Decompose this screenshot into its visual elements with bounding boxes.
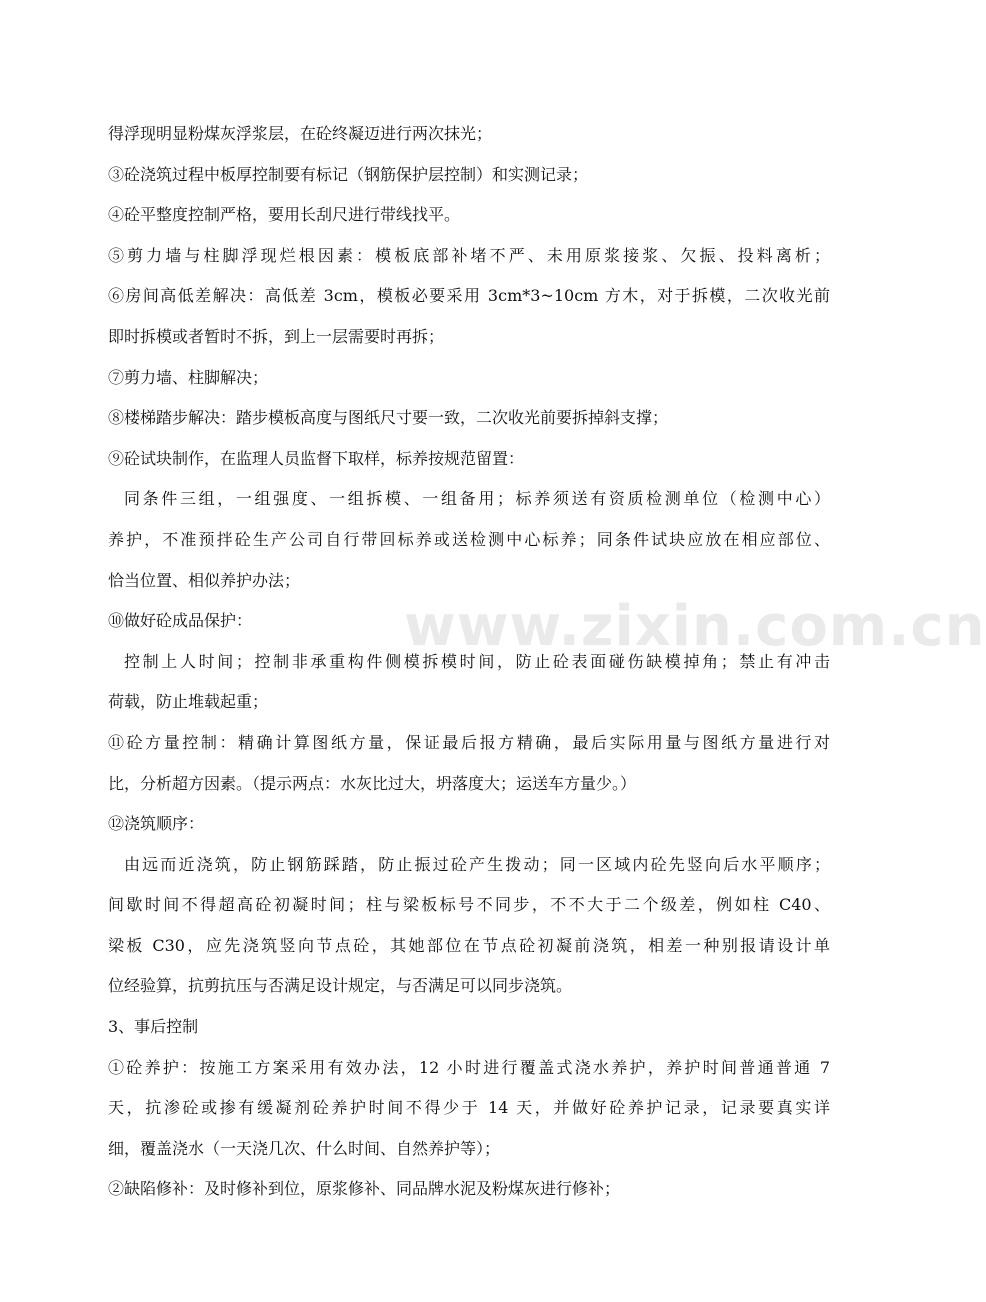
text-line: ⑩做好砼成品保护： [108, 611, 253, 631]
text-line: 天，抗渗砼或掺有缓凝剂砼养护时间不得少于 14 天，并做好砼养护记录，记录要真实详 [108, 1098, 830, 1118]
text-line: 荷载，防止堆载起重； [108, 692, 269, 712]
text-line: 控制上人时间；控制非承重构件侧模拆模时间，防止砼表面碰伤缺模掉角；禁止有冲击 [124, 651, 830, 671]
text-line: 比，分析超方因素。（提示两点：水灰比过大，坍落度大；运送车方量少。） [108, 773, 637, 793]
text-line: ⑪砼方量控制：精确计算图纸方量，保证最后报方精确，最后实际用量与图纸方量进行对 [108, 732, 830, 752]
text-line: 得浮现明显粉煤灰浮浆层，在砼终凝迈进行两次抹光； [108, 124, 493, 143]
text-line: ⑫浇筑顺序： [108, 814, 205, 834]
text-line: ⑦剪力墙、柱脚解决； [108, 367, 269, 387]
text-line: ⑧楼梯踏步解决：踏步模板高度与图纸尺寸要一致，二次收光前要拆掉斜支撑； [108, 408, 669, 428]
text-line: 即时拆模或者暂时不拆，到上一层需要时再拆； [108, 326, 445, 346]
text-line: 间歇时间不得超高砼初凝时间；柱与梁板标号不同步，不不大于二个级差，例如柱 C40、 [108, 895, 830, 915]
section-heading: 3、事后控制 [108, 1017, 199, 1037]
document-body [108, 114, 830, 1210]
watermark: www.zixin.com.cn [404, 594, 986, 659]
text-line: 由远而近浇筑，防止钢筋踩踏，防止振过砼产生拨动；同一区域内砼先竖向后水平顺序； [124, 854, 830, 874]
text-line: ⑨砼试块制作，在监理人员监督下取样，标养按规范留置： [108, 448, 525, 468]
text-line: ④砼平整度控制严格，要用长刮尺进行带线找平。 [108, 205, 461, 225]
text-line: 梁板 C30，应先浇筑竖向节点砼，其她部位在节点砼初凝前浇筑，相差一种别报请设计单 [108, 935, 830, 955]
text-line: ②缺陷修补：及时修补到位，原浆修补、同品牌水泥及粉煤灰进行修补； [108, 1179, 621, 1199]
text-line: ①砼养护：按施工方案采用有效办法，12 小时进行覆盖式浇水养护，养护时间普通普通 7 [108, 1057, 830, 1077]
text-line: ③砼浇筑过程中板厚控制要有标记（钢筋保护层控制）和实测记录； [108, 164, 589, 184]
text-line: 位经验算，抗剪抗压与否满足设计规定，与否满足可以同步浇筑。 [108, 976, 573, 996]
text-line: 养护，不准预拌砼生产公司自行带回标养或送检测中心标养；同条件试块应放在相应部位、 [108, 529, 830, 549]
text-line: ⑥房间高低差解决：高低差 3cm，模板必要采用 3cm*3~10cm 方木，对于拆模，二次收光前 [108, 286, 830, 306]
text-line: 细，覆盖浇水（一天浇几次、什么时间、自然养护等）； [108, 1138, 501, 1158]
text-line: 同条件三组，一组强度、一组拆模、一组备用；标养须送有资质检测单位（检测中心） [124, 489, 830, 509]
text-line: ⑤剪力墙与柱脚浮现烂根因素：模板底部补堵不严、未用原浆接浆、欠振、投料离析； [108, 245, 830, 265]
text-line: 恰当位置、相似养护办法； [108, 570, 301, 590]
